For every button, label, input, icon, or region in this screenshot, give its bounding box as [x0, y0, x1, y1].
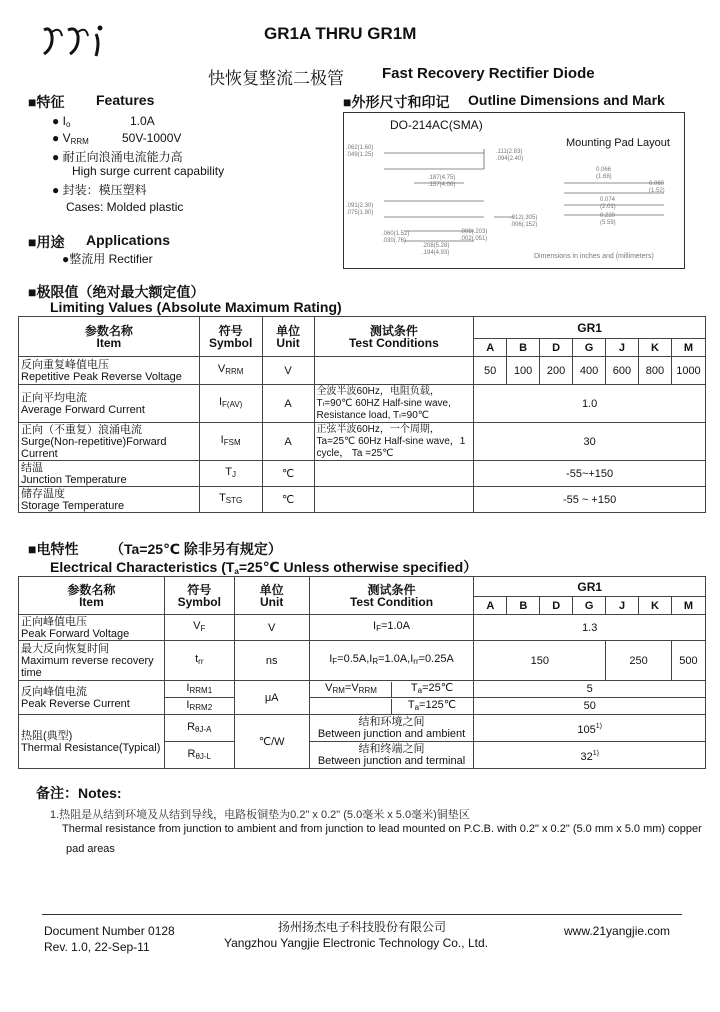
- row-cond: [314, 487, 474, 513]
- limiting-heading-en: Limiting Values (Absolute Maximum Rating): [50, 299, 342, 315]
- page-title: GR1A THRU GR1M: [264, 24, 417, 43]
- electrical-table: [18, 576, 706, 769]
- grade-a: A: [474, 597, 507, 615]
- cell-value: 1.0: [474, 385, 706, 423]
- grade-b: B: [507, 339, 540, 357]
- cell-value: 250: [606, 641, 672, 681]
- cell-value: 1000: [671, 357, 705, 385]
- applications-item: ●整流用 Rectifier: [62, 252, 153, 266]
- grade-m: M: [671, 597, 705, 615]
- grade-j: J: [606, 597, 639, 615]
- pad-dim-3: 0.074 (2.01): [600, 197, 616, 210]
- row-unit: A: [262, 385, 314, 423]
- cell-value: 50: [474, 357, 507, 385]
- cell-value: 1.3: [474, 615, 706, 641]
- dim-6: .060(1.52) .030(.76): [382, 231, 410, 244]
- table-row: [19, 615, 706, 641]
- row-symbol: $T_J$: [199, 461, 262, 487]
- row-cond: 结和终端之间 Between junction and terminal: [309, 742, 474, 769]
- dim-3: .187(4.75) .157(4.00): [428, 175, 456, 188]
- dim-2: .111(2.83) .094(2.40): [496, 149, 524, 162]
- dim-1: .062(1.60) .049(1.25): [346, 145, 374, 158]
- cell-value: 600: [606, 357, 639, 385]
- row-cond: 正弦半波60Hz，一个周期，Ta=25℃ 60Hz Half-sine wave，1 cycle， Ta =25℃: [314, 423, 474, 461]
- feature-io: ● $I_o$: [52, 114, 71, 129]
- cond-vr: $V_{RM}=V_{RRM}$: [325, 681, 377, 695]
- col-group: GR1: [474, 317, 706, 339]
- cell-value: 150: [474, 641, 606, 681]
- feature-case-cn: ● 封装：模压塑料: [52, 183, 147, 197]
- company-en: Yangzhou Yangjie Electronic Technology Co., Ltd.: [224, 936, 488, 950]
- table-row: [19, 385, 706, 423]
- row-unit: V: [234, 615, 309, 641]
- cell-value: 500: [671, 641, 705, 681]
- col-item: 参数名称 Item: [19, 317, 200, 357]
- col-symbol: 符号 Symbol: [164, 577, 234, 615]
- features-heading-en: Features: [96, 92, 155, 108]
- row-cond: [309, 698, 474, 715]
- subtitle-cn: 快恢复整流二极管: [208, 69, 344, 88]
- row-unit: μA: [234, 681, 309, 715]
- row-symbol: $V_F$: [164, 615, 234, 641]
- package-name: DO-214AC(SMA): [390, 118, 483, 132]
- row-symbol: $I_{FSM}$: [199, 423, 262, 461]
- doc-number: Document Number 0128: [44, 924, 175, 938]
- row-symbol: $V_{RRM}$: [199, 357, 262, 385]
- row-label: 结温 Junction Temperature: [19, 461, 200, 487]
- feature-surge-en: High surge current capability: [72, 164, 225, 178]
- cond-ta1: $T_a=25℃$: [391, 682, 472, 697]
- row-unit: ns: [234, 641, 309, 681]
- row-symbol: $I_{F(AV)}$: [199, 385, 262, 423]
- row-cond: [314, 357, 474, 385]
- col-unit: 单位 Unit: [262, 317, 314, 357]
- grade-j: J: [606, 339, 639, 357]
- outline-drawing-box: [343, 112, 685, 269]
- col-unit: 单位 Unit: [234, 577, 309, 615]
- dimension-note: Dimensions in inches and (millimeters): [534, 253, 654, 260]
- grade-d: D: [540, 597, 573, 615]
- row-label: 最大反向恢复时间 Maximum reverse recovery time: [19, 641, 165, 681]
- grade-b: B: [507, 597, 540, 615]
- col-symbol: 符号 Symbol: [199, 317, 262, 357]
- table-row: [19, 681, 706, 698]
- row-cond: $I_F=0.5A,I_R=1.0A,I_{rr}=0.25A$: [309, 641, 474, 681]
- row-label: 正向（不重复）浪涌电流 Surge(Non-repetitive)Forward Current: [19, 423, 200, 461]
- row-unit: ℃: [262, 461, 314, 487]
- feature-case-en: Cases: Molded plastic: [66, 200, 184, 214]
- dim-5: .012(.305) .006(.152): [510, 215, 538, 228]
- table-row: [19, 715, 706, 742]
- applications-heading-en: Applications: [86, 232, 171, 248]
- grade-d: D: [540, 339, 573, 357]
- table-row: [19, 641, 706, 681]
- row-symbol: $R_{\theta J-A}$: [164, 715, 234, 742]
- row-symbol: $I_{RRM2}$: [164, 698, 234, 715]
- cell-value: 200: [540, 357, 573, 385]
- col-conditions: 测试条件 Test Conditions: [314, 317, 474, 357]
- note-en-1: Thermal resistance from junction to ambient and from junction to lead mounted on P.C.B. with 0.2" x 0.2" (5.0 mm x 5.0 mm) copper: [62, 823, 702, 835]
- row-unit: ℃: [262, 487, 314, 513]
- row-label: 储存温度 Storage Temperature: [19, 487, 200, 513]
- row-symbol: $T_{STG}$: [199, 487, 262, 513]
- company-logo: [38, 22, 118, 62]
- grade-k: K: [639, 597, 672, 615]
- limiting-heading-cn: ■极限值（绝对最大额定值）: [28, 284, 205, 300]
- subtitle-en: Fast Recovery Rectifier Diode: [382, 65, 595, 82]
- grade-g: G: [573, 597, 606, 615]
- outline-heading-cn: ■外形尺寸和印记: [343, 94, 450, 110]
- row-label: 正向平均电流 Average Forward Current: [19, 385, 200, 423]
- cell-value: 30: [474, 423, 706, 461]
- dim-7: .008(.203) .002(.051): [460, 229, 488, 242]
- notes-heading: 备注：Notes:: [36, 785, 122, 801]
- limiting-values-table: [18, 316, 706, 513]
- cell-value: 105$^{1)}$: [474, 715, 706, 742]
- row-unit: ℃/W: [234, 715, 309, 769]
- grade-a: A: [474, 339, 507, 357]
- pad-layout-label: Mounting Pad Layout: [566, 137, 670, 149]
- pad-dim-4: 0.220 (5.59): [600, 213, 616, 226]
- table-row: [19, 423, 706, 461]
- row-symbol: $R_{\theta J-L}$: [164, 742, 234, 769]
- row-cond: 全波半波60Hz，电阻负载，Tₗ=90℃ 60HZ Half-sine wave, Resistance load, Tₗ=90℃: [314, 385, 474, 423]
- row-label: 热阻(典型) Thermal Resistance(Typical): [19, 715, 165, 769]
- feature-vrrm-value: 50V-1000V: [122, 131, 182, 145]
- feature-vrrm: ● $V_{RRM}$: [52, 131, 89, 146]
- features-heading-cn: ■特征: [28, 94, 65, 110]
- grade-g: G: [573, 339, 606, 357]
- cell-value: -55 ~ +150: [474, 487, 706, 513]
- grade-m: M: [671, 339, 705, 357]
- feature-surge-cn: ● 耐正向浪涌电流能力高: [52, 150, 183, 164]
- cond-ta2: $T_a=125℃$: [391, 699, 472, 714]
- row-symbol: $I_{RRM1}$: [164, 681, 234, 698]
- row-label: 反向重复峰值电压 Repetitive Peak Reverse Voltage: [19, 357, 200, 385]
- cell-value: 100: [507, 357, 540, 385]
- col-conditions: 测试条件 Test Condition: [309, 577, 474, 615]
- col-item: 参数名称 Item: [19, 577, 165, 615]
- table-row: [19, 357, 706, 385]
- cell-value: 800: [638, 357, 671, 385]
- company-cn: 扬州扬杰电子科技股份有限公司: [278, 920, 447, 934]
- pad-dim-2: 0.060 (1.52): [649, 181, 665, 194]
- cell-value: -55~+150: [474, 461, 706, 487]
- row-cond: [314, 461, 474, 487]
- pad-dim-1: 0.066 (1.68): [596, 167, 612, 180]
- applications-heading-cn: ■用途: [28, 234, 65, 250]
- company-url[interactable]: www.21yangjie.com: [564, 924, 671, 938]
- table-row: [19, 487, 706, 513]
- cell-value: 50: [474, 698, 706, 715]
- cell-value: 400: [573, 357, 606, 385]
- col-group: GR1: [474, 577, 706, 597]
- row-symbol: $t_{rr}$: [164, 641, 234, 681]
- grade-k: K: [638, 339, 671, 357]
- cell-value: 32$^{1)}$: [474, 742, 706, 769]
- electrical-heading-cond-cn: （Ta=25℃ 除非另有规定）: [110, 541, 282, 557]
- row-cond: [309, 681, 474, 698]
- row-cond: 结和环境之间 Between junction and ambient: [309, 715, 474, 742]
- cell-value: 5: [474, 681, 706, 698]
- note-cn: 1.热阻是从结到环境及从结到导线，电路板铜垫为0.2" x 0.2" (5.0毫米 x 5.0毫米)铜垫区: [50, 809, 470, 821]
- row-label: 正向峰值电压 Peak Forward Voltage: [19, 615, 165, 641]
- feature-io-value: 1.0A: [130, 114, 155, 128]
- row-label: 反向峰值电流 Peak Reverse Current: [19, 681, 165, 715]
- revision: Rev. 1.0, 22-Sep-11: [44, 940, 150, 954]
- dim-4: .091(2.30) .075(1.90): [346, 203, 374, 216]
- row-unit: A: [262, 423, 314, 461]
- dim-8: .208(5.28) .194(4.93): [422, 243, 450, 256]
- table-row: [19, 461, 706, 487]
- electrical-heading-en: Electrical Characteristics ($T_a=25℃$ Unless otherwise specified）: [50, 559, 478, 576]
- note-en-2: pad areas: [66, 843, 115, 855]
- outline-heading-en: Outline Dimensions and Mark: [468, 92, 665, 108]
- row-cond: $I_F=1.0A$: [309, 615, 474, 641]
- electrical-heading-cn: ■电特性: [28, 541, 79, 557]
- footer-divider: [42, 914, 682, 915]
- row-unit: V: [262, 357, 314, 385]
